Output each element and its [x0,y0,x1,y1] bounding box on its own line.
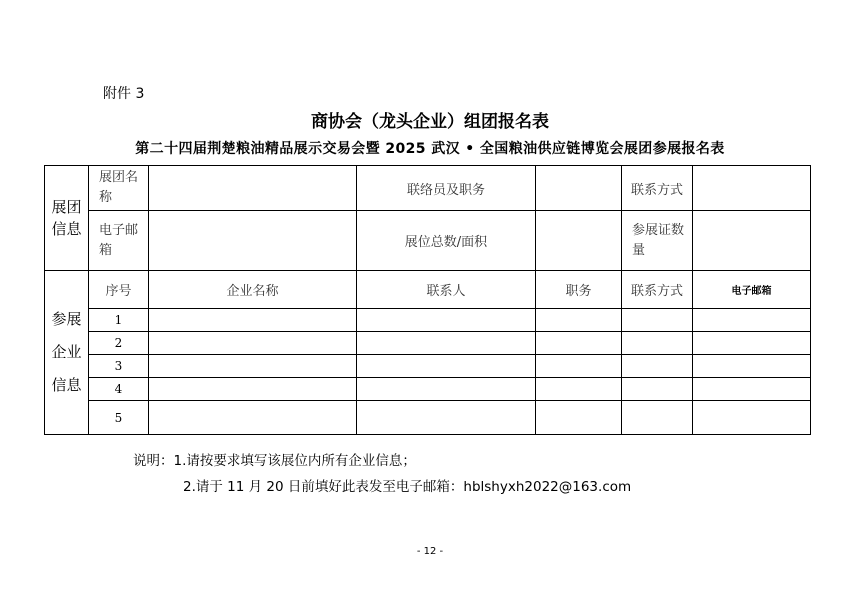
notes [133,448,631,500]
header-contact: 联系人 [357,271,536,309]
badge-count-field[interactable] [693,211,811,271]
group-info-row-1 [45,166,811,211]
booth-total-label: 展位总数/面积 [357,211,536,271]
position-cell[interactable] [536,378,622,401]
contact-person-label: 联络员及职务 [357,166,536,211]
section-label-company-info [45,271,89,435]
booth-total-field[interactable] [536,211,622,271]
position-cell[interactable] [536,401,622,435]
header-seq: 序号 [89,271,149,309]
section-label-group-info [45,166,89,271]
section-label-part: 信息 [51,220,82,238]
contact-cell[interactable] [357,332,536,355]
header-contact-method: 联系方式 [622,271,693,309]
email-label: 电子邮箱 [89,211,149,271]
company-name-cell[interactable] [149,332,357,355]
attachment-label: 附件 3 [103,86,145,102]
row-number: 3 [89,355,149,378]
section-label-part: 信息 [51,376,82,394]
company-header-row [45,271,811,309]
page-number: - 12 - [416,546,444,557]
contact-method-label: 联系方式 [622,166,693,211]
header-email: 电子邮箱 [693,271,811,309]
email-field[interactable] [149,211,357,271]
section-label-part: 参展 [51,310,82,328]
registration-table [44,165,811,435]
position-cell[interactable] [536,309,622,332]
group-name-label: 展团名称 [89,166,149,211]
row-number: 4 [89,378,149,401]
position-cell[interactable] [536,332,622,355]
company-name-cell[interactable] [149,378,357,401]
header-company-name: 企业名称 [149,271,357,309]
form-title: 商协会（龙头企业）组团报名表 [311,112,549,132]
contact-method-cell[interactable] [622,332,693,355]
header-position: 职务 [536,271,622,309]
form-subtitle: 第二十四届荆楚粮油精品展示交易会暨 2025 武汉 • 全国粮油供应链博览会展团参展报名表 [135,141,725,157]
contact-method-cell[interactable] [622,401,693,435]
table-row [45,332,811,355]
row-number: 1 [89,309,149,332]
section-label-part: 展团 [51,198,82,216]
contact-cell[interactable] [357,309,536,332]
email-cell[interactable] [693,378,811,401]
contact-method-cell[interactable] [622,378,693,401]
group-name-field[interactable] [149,166,357,211]
note-line-1: 说明：1.请按要求填写该展位内所有企业信息； [133,453,416,469]
contact-cell[interactable] [357,355,536,378]
table-row [45,309,811,332]
email-cell[interactable] [693,355,811,378]
section-label-part: 企业 [51,343,82,361]
badge-count-label: 参展证数量 [622,211,693,271]
email-cell[interactable] [693,309,811,332]
table-row [45,378,811,401]
contact-method-cell[interactable] [622,309,693,332]
email-cell[interactable] [693,401,811,435]
contact-person-field[interactable] [536,166,622,211]
contact-cell[interactable] [357,401,536,435]
row-number: 2 [89,332,149,355]
table-row [45,355,811,378]
contact-cell[interactable] [357,378,536,401]
table-row [45,401,811,435]
company-name-cell[interactable] [149,401,357,435]
email-cell[interactable] [693,332,811,355]
position-cell[interactable] [536,355,622,378]
row-number: 5 [89,401,149,435]
group-info-row-2 [45,211,811,271]
contact-method-field[interactable] [693,166,811,211]
company-name-cell[interactable] [149,309,357,332]
company-name-cell[interactable] [149,355,357,378]
contact-method-cell[interactable] [622,355,693,378]
note-line-2: 2.请于 11 月 20 日前填好此表发至电子邮箱：hblshyxh2022@163.com [183,479,632,495]
